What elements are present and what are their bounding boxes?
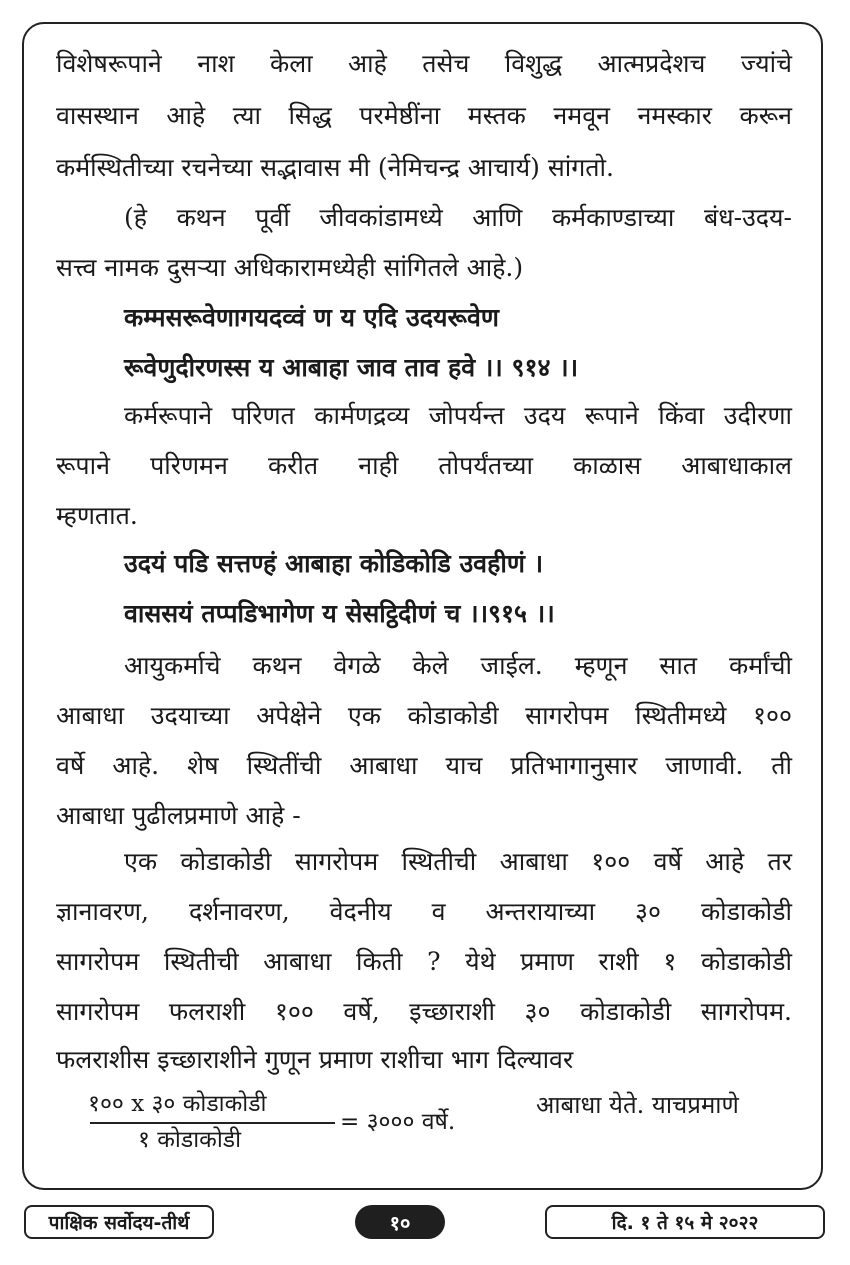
- text-line: ज्ञानावरण, दर्शनावरण, वेदनीय व अन्तरायाच्या ३० कोडाकोडी: [56, 897, 792, 926]
- fraction-result: = ३००० वर्षे.: [340, 1109, 456, 1135]
- text-line: सत्त्व नामक दुसऱ्या अधिकारामध्येही सांगितले आहे.): [56, 253, 524, 282]
- verse-line: रूवेणुदीरणस्स य आबाहा जाव ताव हवे ।। ९१४ ।।: [124, 353, 579, 382]
- text-line: (हे कथन पूर्वी जीवकांडामध्ये आणि कर्मकाण्डाच्या बंध-उदय-: [124, 203, 792, 232]
- text-line: आबाधा पुढीलप्रमाणे आहे -: [56, 801, 301, 830]
- text-line: विशेषरूपाने नाश केला आहे तसेच विशुद्ध आत्मप्रदेशच ज्यांचे: [56, 49, 792, 78]
- fraction-tail-text: आबाधा येते. याचप्रमाणे: [536, 1091, 739, 1119]
- text-line: आबाधा उदयाच्या अपेक्षेने एक कोडाकोडी सागरोपम स्थितीमध्ये १००: [56, 701, 792, 730]
- text-line: म्हणतात.: [56, 501, 138, 530]
- text-line: वासस्थान आहे त्या सिद्ध परमेष्ठींना मस्तक नमवून नमस्कार करून: [56, 101, 792, 130]
- text-line: सागरोपम स्थितीची आबाधा किती ? येथे प्रमाण राशी १ कोडाकोडी: [56, 947, 792, 976]
- verse-line: वाससयं तप्पडिभागेण य सेसट्ठिदीणं च ।।९१५ ।।: [124, 599, 555, 628]
- fraction-numerator: १०० x ३० कोडाकोडी: [88, 1091, 267, 1117]
- text-line: फलराशीस इच्छाराशीने गुणून प्रमाण राशीचा भाग दिल्यावर: [56, 1045, 574, 1074]
- text-line: कर्मरूपाने परिणत कार्मणद्रव्य जोपर्यन्त उदय रूपाने किंवा उदीरणा: [124, 401, 792, 430]
- text-line: रूपाने परिणमन करीत नाही तोपर्यंतच्या काळास आबाधाकाल: [56, 451, 792, 480]
- text-line: कर्मस्थितीच्या रचनेच्या सद्भावास मी (नेमिचन्द्र आचार्य) सांगतो.: [56, 153, 614, 182]
- issue-date: दि. १ ते १५ मे २०२२: [545, 1205, 825, 1239]
- fraction-denominator: १ कोडाकोडी: [138, 1127, 242, 1153]
- verse-line: कम्मसरूवेणागयदव्वं ण य एदि उदयरूवेण: [124, 303, 499, 332]
- text-line: आयुकर्माचे कथन वेगळे केले जाईल. म्हणून सात कर्मांची: [124, 651, 792, 680]
- publication-name: पाक्षिक सर्वोदय-तीर्थ: [24, 1205, 214, 1239]
- text-line: एक कोडाकोडी सागरोपम स्थितीची आबाधा १०० वर्षे आहे तर: [124, 847, 792, 876]
- text-line: सागरोपम फलराशी १०० वर्षे, इच्छाराशी ३० कोडाकोडी सागरोपम.: [56, 997, 792, 1026]
- page-number: १०: [355, 1205, 445, 1239]
- text-line: वर्षे आहे. शेष स्थितींची आबाधा याच प्रतिभागानुसार जाणावी. ती: [56, 751, 792, 780]
- verse-line: उदयं पडि सत्तण्हं आबाहा कोडिकोडि उवहीणं ।: [124, 549, 544, 578]
